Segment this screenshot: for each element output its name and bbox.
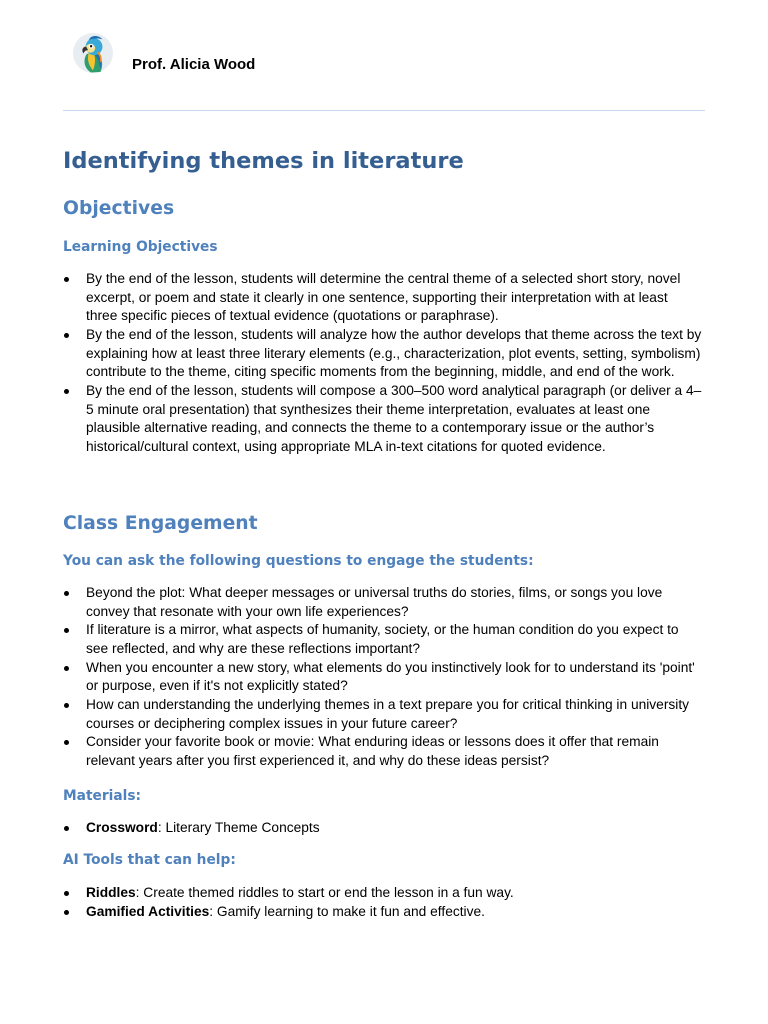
item-label: Gamified Activities <box>86 903 210 919</box>
list-item <box>63 884 702 903</box>
item-description: : Create themed riddles to start or end the lesson in a fun way. <box>135 885 514 900</box>
materials-heading: Materials: <box>63 788 142 804</box>
avatar <box>73 33 113 73</box>
header-divider <box>63 110 705 111</box>
list-item: By the end of the lesson, students will analyze how the author develops that theme across the text by explaining how at least three literary elements (e.g., characterization, plot events, setting, symbolism) contribute to the theme, citing specific moments from the beginning, middle, and end of the work. <box>63 326 702 382</box>
materials-list <box>63 819 702 838</box>
page-title: Identifying themes in literature <box>63 148 464 174</box>
ai-tools-list <box>63 884 702 921</box>
parrot-icon <box>73 33 113 73</box>
item-label: Riddles <box>86 885 136 900</box>
learning-objectives-heading: Learning Objectives <box>63 239 218 255</box>
list-item <box>63 903 702 922</box>
item-label: Crossword <box>86 820 158 835</box>
item-description: : Gamify learning to make it fun and effective. <box>209 903 485 919</box>
learning-objectives-list <box>63 270 702 457</box>
list-item: How can understanding the underlying themes in a text prepare you for critical thinking in university courses or deciphering complex issues in your future career? <box>63 696 702 733</box>
item-description: : Literary Theme Concepts <box>157 820 320 835</box>
author-name: Prof. Alicia Wood <box>132 56 256 73</box>
list-item <box>63 819 702 838</box>
list-item: By the end of the lesson, students will compose a 300–500 word analytical paragraph (or deliver a 4–5 minute oral presentation) that synthesizes their theme interpretation, evaluates at least one plausible alternative reading, and connects the theme to a contemporary issue or the author’s historical/cultural context, using appropriate MLA in-text citations for quoted evidence. <box>63 382 702 457</box>
class-engagement-heading: Class Engagement <box>63 513 258 534</box>
engagement-questions-heading: You can ask the following questions to engage the students: <box>63 553 534 569</box>
list-item: By the end of the lesson, students will determine the central theme of a selected short story, novel excerpt, or poem and state it clearly in one sentence, supporting their interpretation with at least three specific pieces of textual evidence (quotations or paraphrase). <box>63 270 702 326</box>
objectives-heading: Objectives <box>63 198 175 219</box>
list-item: If literature is a mirror, what aspects of humanity, society, or the human condition do you expect to see reflected, and why are these reflections important? <box>63 621 702 658</box>
list-item: When you encounter a new story, what elements do you instinctively look for to understand its 'point' or purpose, even if it's not explicitly stated? <box>63 659 702 696</box>
engagement-questions-list <box>63 584 702 771</box>
ai-tools-heading: AI Tools that can help: <box>63 852 236 868</box>
list-item: Consider your favorite book or movie: What enduring ideas or lessons does it offer that remain relevant years after you first experienced it, and why do these ideas persist? <box>63 733 702 770</box>
list-item: Beyond the plot: What deeper messages or universal truths do stories, films, or songs you love convey that resonate with your own life experiences? <box>63 584 702 621</box>
